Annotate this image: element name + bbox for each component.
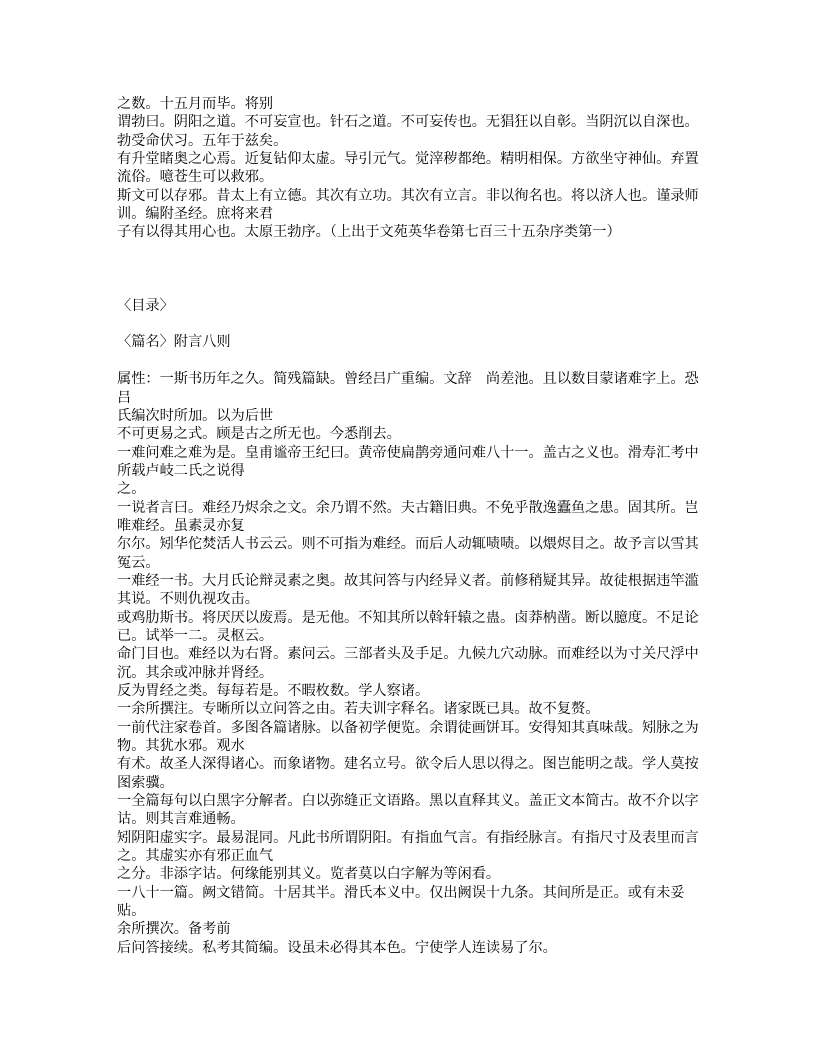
text-line: 矧阴阳虚实字。最易混同。凡此书所谓阴阳。有指血气言。有指经脉言。有指尺寸及表里而言 — [117, 829, 699, 846]
text-line: 余所撰次。备考前 — [117, 921, 231, 938]
text-line: 一难经一书。大月氏论辩灵素之奥。故其问答与内经异义者。前修稍疑其异。故徒根据违竿滥 — [117, 572, 699, 589]
blank-line — [117, 278, 703, 296]
text-line: 子有以得其用心也。太原王勃序。（上出于文苑英华卷第七百三十五杂序类第一） — [117, 224, 621, 241]
text-line: 或鸡肋斯书。将厌厌以废焉。是无他。不知其所以斡轩辕之蛊。卤莽枘凿。断以臆度。不足论 — [117, 609, 699, 626]
blank-line — [117, 352, 703, 370]
text-line: 流俗。噫苍生可以救邪。 — [117, 169, 274, 186]
text-line: 有升堂睹奥之心焉。近复钻仰太虚。导引元气。觉滓秽都绝。精明相保。方欲坐守神仙。弃置 — [117, 151, 699, 168]
text-line: 属性：一斯书历年之久。简残篇缺。曾经吕广重编。文辞 尚差池。且以数目蒙诸难字上。恐吕 — [117, 371, 699, 406]
text-line: 冤云。 — [117, 554, 160, 571]
text-line: 命门目也。难经以为右肾。素问云。三部者头及手足。九候九穴动脉。而难经以为寸关尺浮中 — [117, 646, 699, 663]
text-line: 有术。故圣人深得诸心。而象诸物。建名立号。欲令后人思以得之。图岂能明之哉。学人莫按 — [117, 756, 699, 773]
text-line: 之。其虚实亦有邪正血气 — [117, 848, 274, 865]
text-line: 唯难经。虽素灵亦复 — [117, 517, 245, 534]
text-line: 已。试举一二。灵枢云。 — [117, 627, 274, 644]
text-line: 沉。其余或冲脉并肾经。 — [117, 664, 274, 681]
blank-line — [117, 242, 703, 260]
text-line: 一前代注家卷首。多图各篇诸脉。以备初学便览。余谓徒画饼耳。安得知其真味哉。矧脉之为 — [117, 719, 699, 736]
text-line: 物。其犹水邪。观水 — [117, 738, 245, 755]
text-line: 诂。则其言难通畅。 — [117, 811, 245, 828]
text-line: 不可更易之式。顾是古之所无也。今悉削去。 — [117, 426, 401, 443]
document-body — [117, 95, 703, 957]
text-line: 之。 — [117, 481, 146, 498]
text-line: 一余所撰注。专晰所以立问答之由。若夫训字释名。诸家既已具。故不复赘。 — [117, 701, 600, 718]
text-line: 氏编次时所加。以为后世 — [117, 407, 274, 424]
text-line: 〈目录〉 — [117, 297, 174, 314]
text-line: 一难问难之难为是。皇甫谧帝王纪曰。黄帝使扁鹊旁通问难八十一。盖古之义也。滑寿汇考中 — [117, 444, 699, 461]
text-line: 斯文可以存邪。昔太上有立德。其次有立功。其次有立言。非以徇名也。将以济人也。谨录师 — [117, 187, 699, 204]
text-line: 训。编附圣经。庶将来君 — [117, 206, 274, 223]
text-line: 后问答接续。私考其简编。设虽未必得其本色。宁使学人连读易了尔。 — [117, 939, 557, 956]
text-line: 一说者言曰。难经乃烬余之文。余乃谓不然。夫古籍旧典。不免乎散逸蠹鱼之患。固其所。岂 — [117, 499, 699, 516]
blank-line — [117, 315, 703, 333]
text-line: 其说。不则仇视攻击。 — [117, 591, 259, 608]
text-line: 一全篇每句以白黑字分解者。白以弥缝正文语路。黑以直释其义。盖正文本简古。故不介以字 — [117, 793, 699, 810]
text-line: 谓勃曰。阴阳之道。不可妄宣也。针石之道。不可妄传也。无猖狂以自彰。当阴沉以自深也。 — [117, 114, 699, 131]
text-line: 反为胃经之类。每每若是。不暇枚数。学人察诸。 — [117, 683, 430, 699]
text-line: 〈篇名〉附言八则 — [117, 334, 231, 351]
text-line: 之数。十五月而毕。将别 — [117, 96, 274, 112]
text-line: 图索骥。 — [117, 774, 174, 791]
text-line: 尔尔。矧华佗焚活人书云云。则不可指为难经。而后人动辄啧啧。以煨烬目之。故予言以雪其 — [117, 536, 699, 553]
text-line: 一八十一篇。阙文错简。十居其半。滑氏本义中。仅出阙误十九条。其间所是正。或有未妥贴。 — [117, 884, 685, 920]
text-line: 所载卢岐二氏之说得 — [117, 462, 245, 479]
blank-line — [117, 260, 703, 278]
text-line: 之分。非添字诂。何缘能别其义。览者莫以白字解为等闲看。 — [117, 866, 501, 883]
text-line: 勃受命伏习。五年于兹矣。 — [117, 132, 288, 149]
